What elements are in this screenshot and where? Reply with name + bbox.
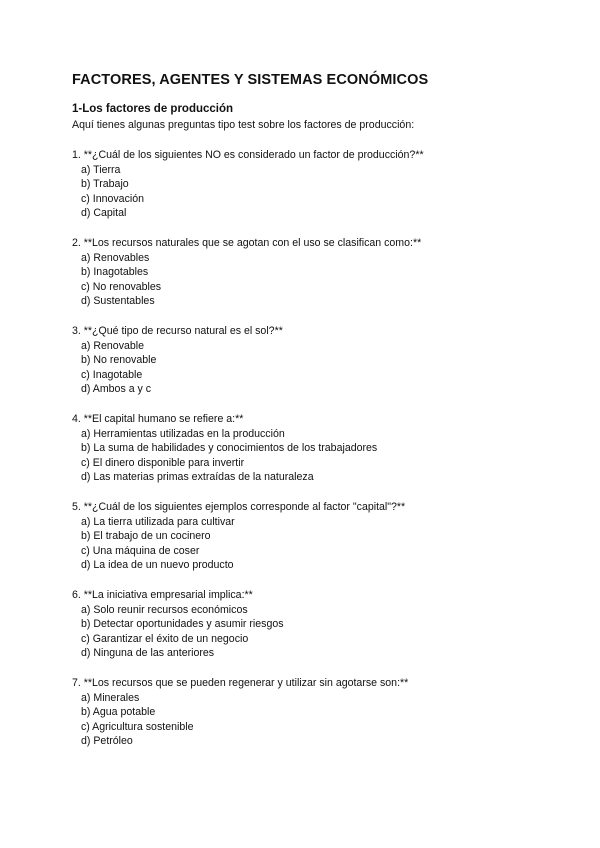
- intro-text: Aquí tienes algunas preguntas tipo test sobre los factores de producción:: [72, 119, 415, 131]
- option-a: a) La tierra utilizada para cultivar: [81, 515, 235, 528]
- options-list: [72, 515, 542, 573]
- option-c: c) Una máquina de coser: [81, 544, 200, 557]
- section-heading: 1-Los factores de producción: [72, 103, 234, 115]
- question-text: 6. **La iniciativa empresarial implica:**: [72, 589, 253, 601]
- option-b: b) Inagotables: [81, 266, 149, 279]
- option-d: d) Capital: [81, 207, 127, 220]
- option-a: a) Renovable: [81, 339, 145, 352]
- option-d: d) Petróleo: [81, 735, 133, 748]
- option-a: a) Renovables: [81, 251, 150, 264]
- option-c: c) Garantizar el éxito de un negocio: [81, 632, 249, 645]
- question-text: 2. **Los recursos naturales que se agotan con el uso se clasifican como:**: [72, 237, 422, 249]
- question-text: 3. **¿Qué tipo de recurso natural es el sol?**: [72, 325, 283, 337]
- question-1: [72, 148, 542, 221]
- question-2: [72, 236, 542, 309]
- options-list: [72, 339, 542, 397]
- option-c: c) No renovables: [81, 280, 162, 293]
- document-title: FACTORES, AGENTES Y SISTEMAS ECONÓMICOS: [72, 72, 429, 88]
- option-b: b) La suma de habilidades y conocimientos de los trabajadores: [81, 442, 378, 455]
- option-c: c) Agricultura sostenible: [81, 720, 194, 733]
- option-b: b) Agua potable: [81, 706, 156, 719]
- option-b: b) Trabajo: [81, 178, 129, 191]
- option-a: a) Herramientas utilizadas en la producción: [81, 427, 285, 440]
- option-c: c) Inagotable: [81, 368, 143, 381]
- question-text: 4. **El capital humano se refiere a:**: [72, 413, 244, 425]
- option-b: b) El trabajo de un cocinero: [81, 530, 211, 543]
- option-b: b) Detectar oportunidades y asumir riesgos: [81, 618, 284, 631]
- option-d: d) Ambos a y c: [81, 383, 152, 396]
- option-d: d) Ninguna de las anteriores: [81, 647, 215, 660]
- option-a: a) Minerales: [81, 691, 140, 704]
- question-7: [72, 676, 542, 749]
- question-text: 7. **Los recursos que se pueden regenerar y utilizar sin agotarse son:**: [72, 677, 409, 689]
- option-d: d) Las materias primas extraídas de la naturaleza: [81, 471, 314, 484]
- question-text: 1. **¿Cuál de los siguientes NO es considerado un factor de producción?**: [72, 149, 424, 161]
- option-a: a) Solo reunir recursos económicos: [81, 603, 248, 616]
- option-a: a) Tierra: [81, 163, 121, 176]
- options-list: [72, 163, 542, 221]
- option-d: d) Sustentables: [81, 295, 155, 308]
- option-c: c) Innovación: [81, 192, 145, 205]
- options-list: [72, 691, 542, 749]
- option-d: d) La idea de un nuevo producto: [81, 559, 234, 572]
- options-list: [72, 251, 542, 309]
- question-3: [72, 324, 542, 397]
- options-list: [72, 427, 542, 485]
- options-list: [72, 603, 542, 661]
- question-5: [72, 500, 542, 573]
- option-c: c) El dinero disponible para invertir: [81, 456, 245, 469]
- question-6: [72, 588, 542, 661]
- option-b: b) No renovable: [81, 354, 157, 367]
- question-text: 5. **¿Cuál de los siguientes ejemplos corresponde al factor "capital"?**: [72, 501, 406, 513]
- question-4: [72, 412, 542, 485]
